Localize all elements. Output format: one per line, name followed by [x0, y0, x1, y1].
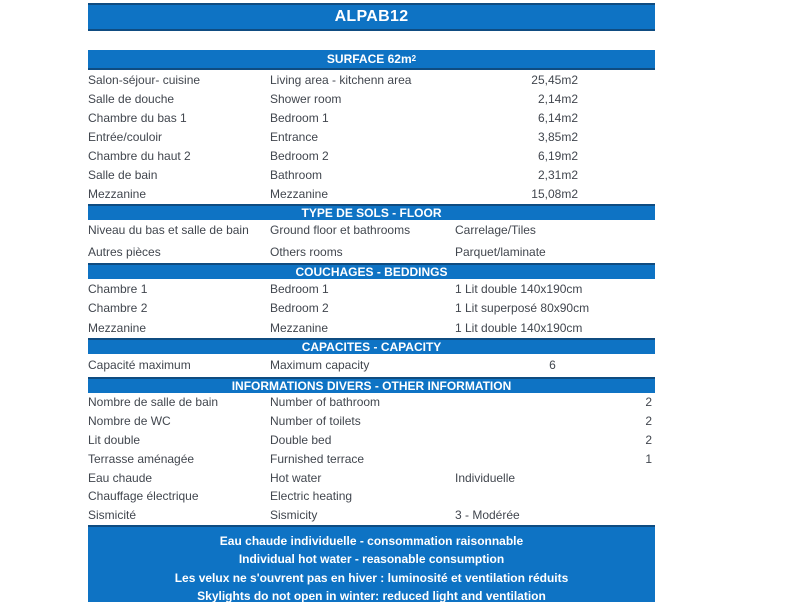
cell-value: 2,31m2	[537, 168, 578, 183]
table-row	[88, 89, 655, 108]
cell-label-fr: Lit double	[88, 432, 141, 447]
spacer	[88, 31, 655, 50]
cell-label-fr: Salon-séjour- cuisine	[88, 72, 201, 87]
cell-label-fr: Entrée/couloir	[88, 129, 163, 144]
cell-label-en: Sismicity	[270, 508, 318, 523]
cell-label-fr: Chambre 1	[88, 281, 148, 296]
table-row	[88, 449, 655, 468]
cell-value: 2	[645, 413, 652, 428]
cell-value: 1 Lit superposé 80x90cm	[455, 301, 590, 316]
footer-note-line: Les velux ne s'ouvrent pas en hiver : luminosité et ventilation réduits	[174, 570, 569, 585]
cell-label-en: Ground floor et bathrooms	[270, 223, 411, 238]
other-information-rows	[88, 393, 655, 525]
capacity-rows	[88, 354, 655, 377]
notes-footer-banner	[88, 525, 655, 602]
section-header-capacity	[88, 338, 655, 354]
cell-value: 1 Lit double 140x190cm	[455, 320, 583, 335]
cell-label-en: Double bed	[270, 432, 332, 447]
cell-value: Parquet/laminate	[455, 244, 546, 259]
table-row	[88, 165, 655, 184]
cell-label-en: Bathroom	[270, 168, 323, 183]
cell-label-fr: Nombre de WC	[88, 413, 171, 428]
table-row	[88, 487, 655, 506]
cell-value: 15,08m2	[531, 187, 578, 202]
cell-label-fr: Chambre 2	[88, 301, 148, 316]
footer-note-line: Eau chaude individuelle - consommation raisonnable	[219, 533, 524, 548]
cell-value: 1	[645, 451, 652, 466]
cell-value: 2	[645, 395, 652, 410]
cell-label-en: Maximum capacity	[270, 358, 370, 373]
cell-label-en: Furnished terrace	[270, 451, 365, 466]
surface-rows	[88, 70, 655, 204]
cell-value: 6,14m2	[537, 110, 578, 125]
cell-label-en: Mezzanine	[270, 187, 329, 202]
property-sheet	[88, 3, 655, 602]
table-row	[88, 393, 655, 412]
cell-label-en: Bedroom 1	[270, 110, 329, 125]
surface-header-label: SURFACE 62m	[326, 52, 412, 66]
cell-label-fr: Nombre de salle de bain	[88, 395, 219, 410]
cell-value: 6	[549, 358, 556, 373]
cell-label-en: Entrance	[270, 129, 319, 144]
cell-label-en: Bedroom 1	[270, 281, 329, 296]
table-row	[88, 241, 655, 263]
cell-value: Carrelage/Tiles	[455, 223, 536, 238]
property-title-banner	[88, 3, 655, 31]
section-header-beddings	[88, 263, 655, 279]
cell-label-fr: Niveau du bas et salle de bain	[88, 223, 249, 238]
cell-label-fr: Chauffage électrique	[88, 489, 199, 504]
table-row	[88, 70, 655, 89]
table-row	[88, 354, 655, 377]
beddings-header-label: COUCHAGES - BEDDINGS	[295, 264, 448, 279]
floor-header-label: TYPE DE SOLS - FLOOR	[301, 205, 442, 220]
table-row	[88, 506, 655, 525]
cell-value: 2	[645, 432, 652, 447]
table-row	[88, 185, 655, 204]
cell-value: 3 - Modérée	[455, 508, 520, 523]
cell-label-fr: Capacité maximum	[88, 358, 191, 373]
cell-value: 25,45m2	[531, 72, 578, 87]
section-header-other-information	[88, 377, 655, 393]
cell-label-fr: Chambre du haut 2	[88, 148, 191, 163]
cell-label-fr: Terrasse aménagée	[88, 451, 195, 466]
cell-label-fr: Mezzanine	[88, 187, 147, 202]
cell-label-fr: Mezzanine	[88, 320, 147, 335]
cell-label-en: Number of bathroom	[270, 395, 381, 410]
cell-label-fr: Salle de douche	[88, 91, 175, 106]
cell-value: 2,14m2	[537, 91, 578, 106]
table-row	[88, 127, 655, 146]
section-header-surface: SURFACE 62m 2	[88, 50, 655, 70]
cell-value: 1 Lit double 140x190cm	[455, 281, 583, 296]
table-row	[88, 108, 655, 127]
table-row	[88, 146, 655, 165]
floor-rows	[88, 220, 655, 263]
table-row	[88, 298, 655, 318]
beddings-rows	[88, 279, 655, 338]
footer-note-line: Individual hot water - reasonable consumption	[238, 552, 505, 567]
cell-value: Individuelle	[455, 470, 516, 485]
property-title: ALPAB12	[334, 8, 409, 25]
table-row	[88, 220, 655, 242]
table-row	[88, 318, 655, 338]
section-header-floor	[88, 204, 655, 220]
capacity-header-label: CAPACITES - CAPACITY	[301, 339, 442, 354]
table-row	[88, 279, 655, 299]
cell-label-en: Others rooms	[270, 244, 343, 259]
cell-label-fr: Chambre du bas 1	[88, 110, 187, 125]
cell-value: 3,85m2	[537, 129, 578, 144]
footer-note-line: Skylights do not open in winter: reduced light and ventilation	[197, 589, 546, 604]
cell-label-en: Bedroom 2	[270, 301, 329, 316]
table-row	[88, 468, 655, 487]
cell-label-en: Hot water	[270, 470, 322, 485]
cell-label-en: Living area - kitchenn area	[270, 72, 412, 87]
cell-label-en: Bedroom 2	[270, 148, 329, 163]
cell-label-fr: Autres pièces	[88, 244, 161, 259]
cell-label-fr: Salle de bain	[88, 168, 158, 183]
cell-label-en: Mezzanine	[270, 320, 329, 335]
cell-label-en: Electric heating	[270, 489, 353, 504]
table-row	[88, 412, 655, 431]
cell-label-en: Number of toilets	[270, 413, 361, 428]
cell-value: 6,19m2	[537, 148, 578, 163]
cell-label-fr: Eau chaude	[88, 470, 153, 485]
table-row	[88, 430, 655, 449]
cell-label-fr: Sismicité	[88, 508, 137, 523]
cell-label-en: Shower room	[270, 91, 342, 106]
other-information-header-label: INFORMATIONS DIVERS - OTHER INFORMATION	[231, 378, 512, 393]
